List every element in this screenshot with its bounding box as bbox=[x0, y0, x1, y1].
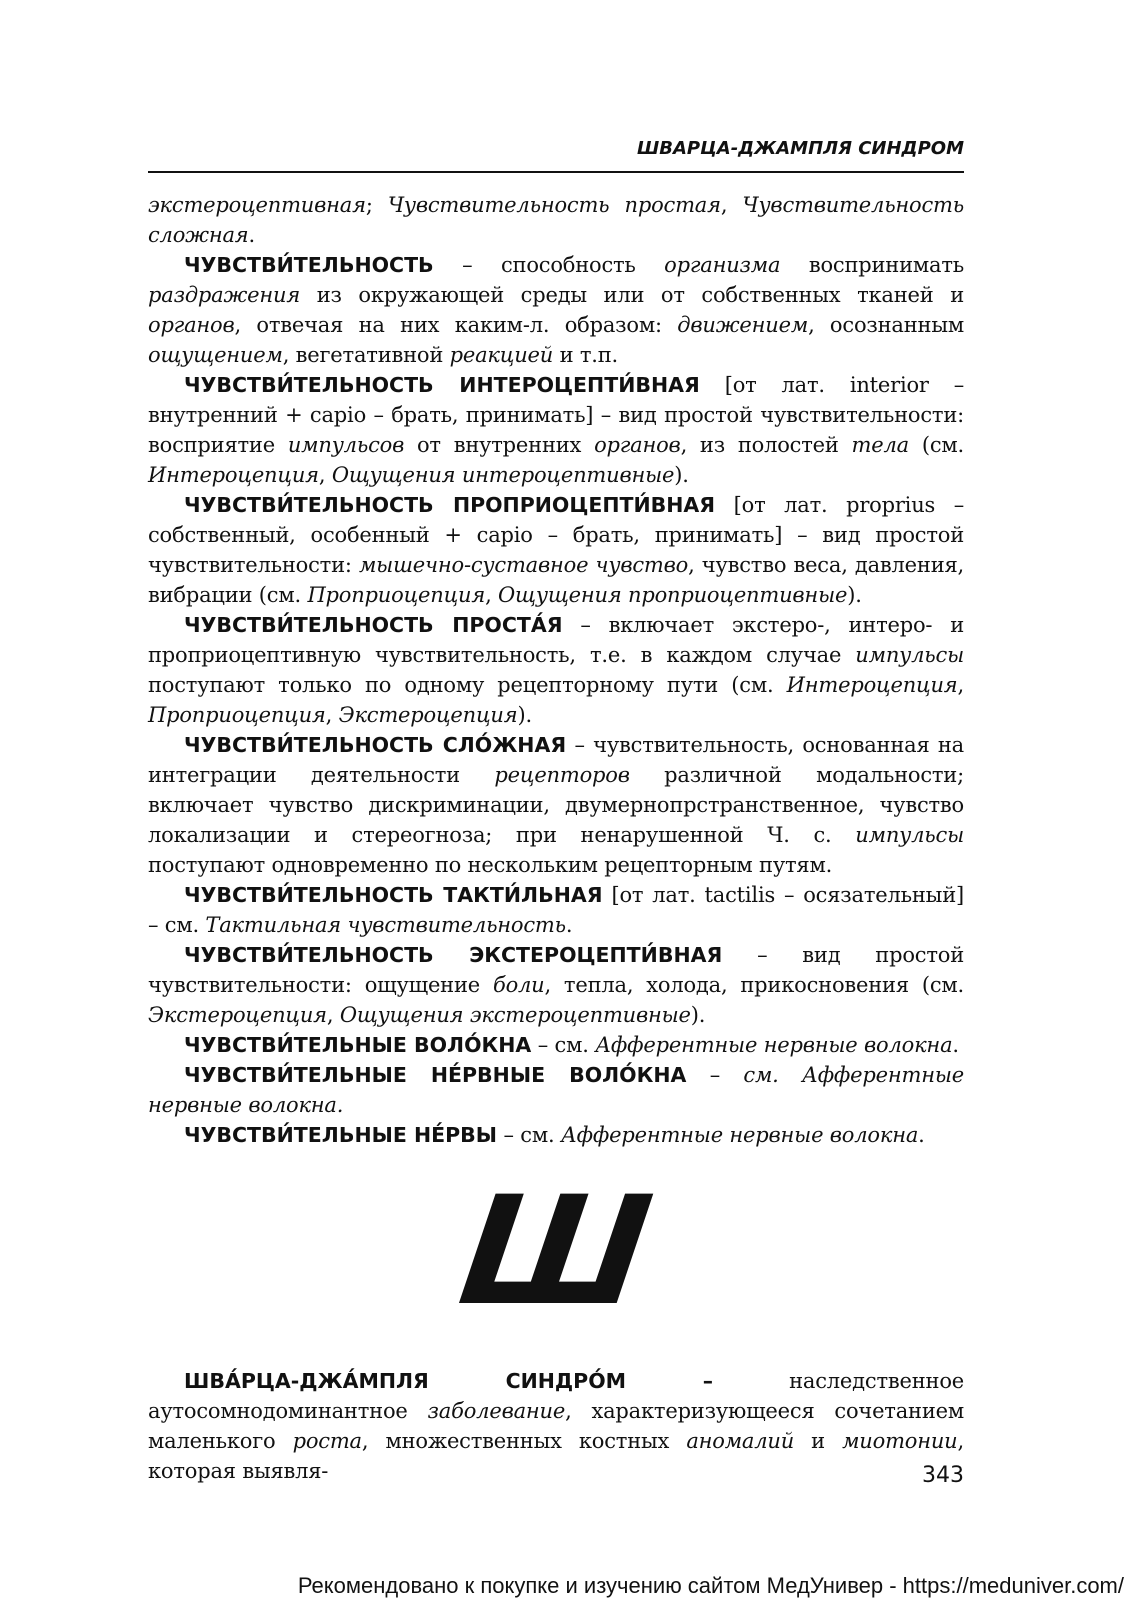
entry-text: поступают только по одному рецепторному пути (см. bbox=[148, 673, 787, 697]
continuation-separator: , bbox=[720, 193, 743, 217]
entry-text: (см. bbox=[908, 433, 965, 457]
continuation-paragraph bbox=[148, 190, 964, 250]
entry-text: , характеризующееся сочетанием маленького bbox=[148, 1399, 964, 1453]
entry-text: , осознанным bbox=[808, 313, 964, 337]
entry-text: ). bbox=[690, 1003, 706, 1027]
entry-italic-term: Интероцепция bbox=[148, 463, 319, 487]
entry-text: [от лат. tactilis – осязательный] – см. bbox=[148, 883, 964, 937]
entry-italic-term: миотонии bbox=[842, 1429, 958, 1453]
entry-text: от внутренних bbox=[404, 433, 595, 457]
entry-headword: ЧУВСТВИ́ТЕЛЬНОСТЬ ПРОСТА́Я bbox=[184, 613, 563, 637]
entry-italic-term: Ощущения проприоцептивные bbox=[498, 583, 848, 607]
entry-headword: ЧУВСТВИ́ТЕЛЬНОСТЬ ПРОПРИОЦЕПТИ́ВНАЯ bbox=[184, 493, 716, 517]
continuation-term: Чувствительность сложная bbox=[148, 193, 965, 247]
entry-text: [от лат. proprius – собственный, особенный + capio – брать, принимать] – вид простой чувствительности: bbox=[148, 493, 964, 577]
dictionary-entry bbox=[148, 610, 964, 730]
dictionary-entry bbox=[148, 370, 964, 490]
continuation-separator: ; bbox=[365, 193, 388, 217]
entry-text: из окружающей среды или от собственных тканей и bbox=[300, 283, 964, 307]
dictionary-entry bbox=[148, 1060, 964, 1120]
entry-text: ). bbox=[674, 463, 689, 487]
entry-text: . bbox=[918, 1123, 925, 1147]
dictionary-entry bbox=[148, 250, 964, 370]
entry-headword: ЧУВСТВИ́ТЕЛЬНЫЕ НЕ́РВНЫЕ ВОЛО́КНА bbox=[184, 1063, 687, 1087]
entry-italic-term: Проприоцепция bbox=[148, 703, 326, 727]
dictionary-entry bbox=[148, 1030, 964, 1060]
entry-italic-term: Афферентные нервные волокна bbox=[595, 1033, 953, 1057]
entry-headword: ЧУВСТВИ́ТЕЛЬНОСТЬ bbox=[184, 253, 434, 277]
entry-italic-term: органов bbox=[148, 313, 235, 337]
entry-italic-term: Ощущения экстероцептивные bbox=[339, 1003, 691, 1027]
section-letter-block bbox=[148, 1165, 964, 1339]
entry-text: и bbox=[794, 1429, 843, 1453]
entry-italic-term: Экстероцепция bbox=[148, 1003, 327, 1027]
entry-text: , чувство веса, давления, вибрации (см. bbox=[148, 553, 965, 607]
entry-headword: ЧУВСТВИ́ТЕЛЬНОСТЬ ТАКТИ́ЛЬНАЯ bbox=[184, 883, 603, 907]
entry-italic-term: аномалий bbox=[686, 1429, 795, 1453]
entry-italic-term: Интероцепция bbox=[786, 673, 958, 697]
entry-italic-term: Экстероцепция bbox=[338, 703, 518, 727]
entry-headword: ЧУВСТВИ́ТЕЛЬНОСТЬ ЭКСТЕРОЦЕПТИ́ВНАЯ bbox=[184, 943, 723, 967]
entry-text: наследственное аутосомнодоминантное bbox=[148, 1369, 964, 1423]
entry-text: , bbox=[325, 703, 339, 727]
entry-text: – вид простой чувствительности: ощущение bbox=[148, 943, 964, 997]
entry-italic-term: Проприоцепция bbox=[307, 583, 486, 607]
dictionary-entry bbox=[148, 940, 964, 1030]
entry-text: , множественных костных bbox=[361, 1429, 687, 1453]
entry-headword: ЧУВСТВИ́ТЕЛЬНЫЕ ВОЛО́КНА bbox=[184, 1033, 532, 1057]
entry-italic-term: органов bbox=[594, 433, 681, 457]
entry-text: , из полостей bbox=[680, 433, 852, 457]
entry-italic-term: Тактильная чувствительность bbox=[205, 913, 566, 937]
entry-text: . bbox=[952, 1033, 959, 1057]
entry-text: – способность bbox=[433, 253, 665, 277]
entry-headword: ЧУВСТВИ́ТЕЛЬНОСТЬ СЛО́ЖНАЯ bbox=[184, 733, 567, 757]
entry-text: , bbox=[957, 673, 964, 697]
continuation-term: Чувствительность простая bbox=[387, 193, 721, 217]
entry-italic-term: импульсы bbox=[855, 643, 964, 667]
entry-text: ). bbox=[847, 583, 862, 607]
entry-text: , которая выявля- bbox=[148, 1429, 964, 1483]
entry-text: поступают одновременно по нескольким рецепторным путям. bbox=[148, 853, 833, 877]
entry-text: ). bbox=[517, 703, 532, 727]
entry-italic-term: импульсов bbox=[287, 433, 405, 457]
running-head: ШВАРЦА-ДЖАМПЛЯ СИНДРОМ bbox=[636, 138, 964, 159]
entry-text: – см. bbox=[497, 1123, 561, 1147]
entry-headword: ЧУВСТВИ́ТЕЛЬНОСТЬ ИНТЕРОЦЕПТИ́ВНАЯ bbox=[184, 373, 700, 397]
entry-italic-term: мышечно-суставное чувство bbox=[358, 553, 689, 577]
dictionary-entry bbox=[148, 490, 964, 610]
entry-text: , вегетативной bbox=[282, 343, 450, 367]
entry-text: , тепла, холода, прикосновения (см. bbox=[544, 973, 964, 997]
header-rule bbox=[148, 171, 964, 173]
footer-note: Рекомендовано к покупке и изучению сайтом МедУнивер - https://meduniver.com/ bbox=[297, 1573, 1124, 1598]
entry-italic-term: реакцией bbox=[449, 343, 554, 367]
dictionary-entry bbox=[148, 880, 964, 940]
dictionary-body bbox=[148, 190, 964, 1150]
entry-text: различной модальности; включает чувство дискриминации, двумернопрстранственное, чувство локализации и стереогноза; при ненарушенной Ч. с. bbox=[148, 763, 964, 847]
entry-italic-term: тела bbox=[851, 433, 909, 457]
page-number: 343 bbox=[922, 1463, 964, 1488]
entry-italic-term: движением bbox=[677, 313, 809, 337]
entry-italic-term: импульсы bbox=[855, 823, 964, 847]
entry-text: – включает экстеро-, интеро- и проприоцептивную чувствительность, т.е. в каждом случае bbox=[148, 613, 964, 667]
entry-text: и т.п. bbox=[553, 343, 619, 367]
entry-text: . bbox=[565, 913, 573, 937]
entry-italic-term: ощущением bbox=[148, 343, 283, 367]
continuation-separator: . bbox=[248, 223, 255, 247]
entry-italic-term: см. Афферентные нервные волокна. bbox=[148, 1063, 964, 1117]
entry-headword: ЧУВСТВИ́ТЕЛЬНЫЕ НЕ́РВЫ bbox=[184, 1123, 498, 1147]
entry-italic-term: организма bbox=[664, 253, 781, 277]
entry-italic-term: Афферентные нервные волокна bbox=[560, 1123, 919, 1147]
entry-italic-term: заболевание bbox=[427, 1399, 566, 1423]
entry-headword: ШВА́РЦА-ДЖА́МПЛЯ СИНДРО́М – bbox=[184, 1369, 714, 1393]
continuation-term: экстероцептивная bbox=[148, 193, 366, 217]
entry-italic-term: Ощущения интероцептивные bbox=[331, 463, 675, 487]
entry-italic-term: роста bbox=[292, 1429, 362, 1453]
entry-text: – bbox=[686, 1063, 744, 1087]
entry-text: , bbox=[485, 583, 499, 607]
dictionary-entry bbox=[148, 730, 964, 880]
entry-text: , отвечая на них каким-л. образом: bbox=[234, 313, 678, 337]
dictionary-entry bbox=[148, 1120, 964, 1150]
entry-italic-term: рецепторов bbox=[494, 763, 630, 787]
entry-text: , bbox=[326, 1003, 340, 1027]
entry-italic-term: раздражения bbox=[148, 283, 301, 307]
entry-text: – см. bbox=[531, 1033, 596, 1057]
entry-text: – чувствительность, основанная на интеграции деятельности bbox=[148, 733, 964, 787]
entries-list bbox=[148, 250, 964, 1150]
section-letter: Ш bbox=[451, 1165, 661, 1339]
entry-text: воспринимать bbox=[780, 253, 964, 277]
entry-italic-term: боли bbox=[492, 973, 545, 997]
entry-text: , bbox=[318, 463, 332, 487]
entry-text: [от лат. interior – внутренний + capio – брать, принимать] – вид простой чувствительности: восприятие bbox=[148, 373, 964, 457]
